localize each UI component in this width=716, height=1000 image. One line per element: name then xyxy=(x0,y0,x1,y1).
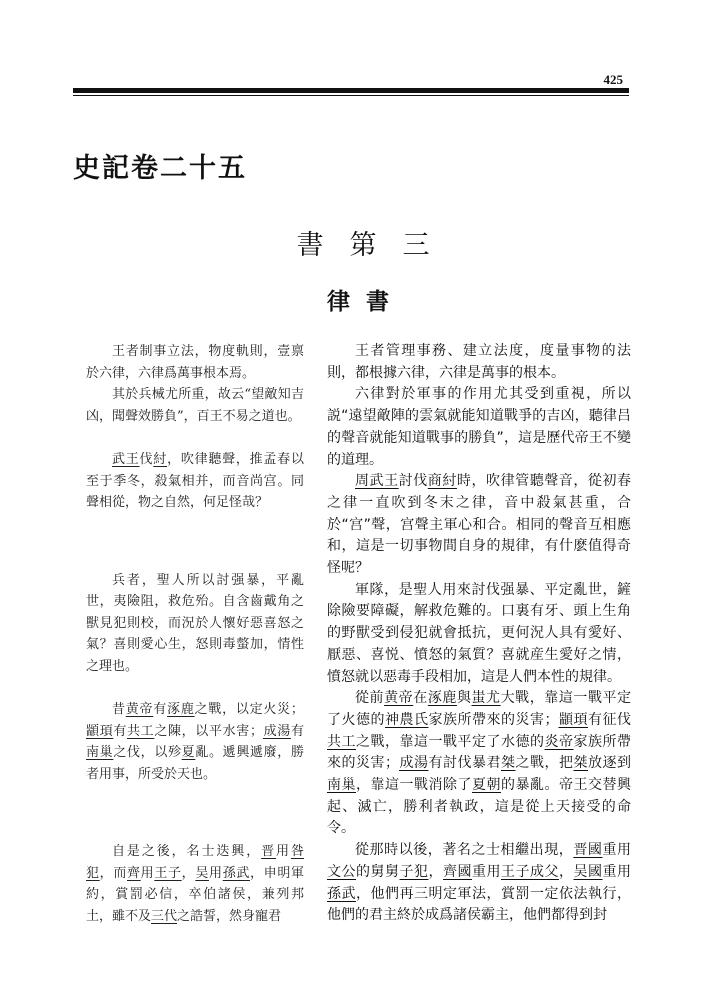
text-run: 其於兵械尤所重，故云“望敵知吉凶，聞聲效勝負”，百王不易之道也。 xyxy=(86,387,304,424)
translation-text-column xyxy=(327,341,631,927)
text-run: 用 xyxy=(209,865,223,881)
proper-name: 文公 xyxy=(327,863,356,880)
text-run: ， xyxy=(181,865,196,881)
classical-paragraph xyxy=(86,699,304,785)
proper-name: 晋 xyxy=(261,844,277,859)
text-run: 的暴亂。帝王交替興起、滅亡，勝利者執政，這是從上天接受的命令。 xyxy=(327,777,631,837)
text-run: ，吹律聽聲，推孟春以至于季冬，殺氣相并，而音尚宫。同聲相從，物之自然，何足怪哉？ xyxy=(86,452,304,510)
text-run: 之戰，以定火災； xyxy=(194,702,304,717)
text-run: 有 xyxy=(113,723,127,739)
volume-title: 史記卷二十五 xyxy=(73,153,247,184)
text-run: ，他們再三明定軍法，賞罰一定依法執行，他們的君主終於成爲諸侯霸主，他們都得到封 xyxy=(327,885,631,924)
proper-name: 顓頊 xyxy=(558,711,588,728)
proper-name: 涿鹿 xyxy=(427,690,457,707)
translation-paragraph xyxy=(327,471,631,580)
proper-name: 南巢 xyxy=(86,745,114,760)
text-run: ， xyxy=(559,863,574,880)
translation-paragraph xyxy=(327,840,631,927)
proper-name: 顓頊 xyxy=(86,723,114,739)
classical-paragraph xyxy=(86,341,304,384)
translation-paragraph xyxy=(327,341,631,384)
text-run: 軍隊，是聖人用來討伐强暴、平定亂世，鏟除險要障礙，解救危難的。口裏有牙、頭上生角的野獸受到侵犯就會抵抗，更何況人具有愛好、厭惡、喜悦、憤怒的氣質？喜就産生愛好之情，憤怒就以惡毒手段相加，這是人們本性的規律。 xyxy=(327,581,631,685)
translation-paragraph xyxy=(327,580,631,689)
proper-name: 涿鹿 xyxy=(167,702,195,717)
text-run: ， xyxy=(428,863,443,880)
text-run: 用 xyxy=(276,844,291,859)
text-run: 用 xyxy=(140,865,155,881)
classical-paragraph xyxy=(86,449,304,514)
classical-paragraph xyxy=(86,841,304,927)
text-run: 與 xyxy=(456,690,472,707)
text-run: 重用 xyxy=(472,863,501,880)
text-run: 從前 xyxy=(355,690,385,707)
translation-paragraph xyxy=(327,384,631,471)
proper-name: 武王 xyxy=(112,452,140,467)
proper-name: 桀 xyxy=(501,755,516,772)
proper-name: 晋國 xyxy=(573,842,603,859)
text-run: 伐 xyxy=(139,452,154,467)
text-run: 大戰，靠這一戰平定了火德的 xyxy=(327,690,632,728)
chapter-title: 律書 xyxy=(327,289,405,315)
proper-name: 共工 xyxy=(127,723,155,739)
proper-name: 三代 xyxy=(151,908,178,924)
proper-name: 黄帝 xyxy=(125,702,154,717)
translation-paragraph xyxy=(327,688,631,840)
proper-name: 齊 xyxy=(127,865,141,881)
header-rule-thick xyxy=(73,88,629,93)
proper-name: 桀 xyxy=(573,755,588,772)
text-run: 亂。遞興遞廢，勝者用事，所受於天也。 xyxy=(86,745,304,782)
proper-name: 黄帝 xyxy=(384,690,414,707)
proper-name: 神農氏 xyxy=(385,711,429,728)
page-number: 425 xyxy=(603,72,623,87)
proper-name: 夏朝 xyxy=(472,777,501,794)
proper-name: 南巢 xyxy=(327,777,356,794)
text-run: 昔 xyxy=(112,702,126,717)
classical-paragraph xyxy=(86,570,304,678)
proper-name: 孫武 xyxy=(222,865,251,881)
proper-name: 吴國 xyxy=(573,863,603,880)
text-run: 之戰，把 xyxy=(515,755,574,772)
text-run: 時，吹律管聽聲音，從初春之律一直吹到冬末之律，音中殺氣甚重，合於“宫”聲，宫聲主軍心和合。相同的聲音互相應和，這是一切事物間自身的規律，有什麽值得奇怪呢？ xyxy=(327,473,632,577)
proper-name: 咎犯 xyxy=(86,844,304,881)
proper-name: 成湯 xyxy=(399,755,429,772)
text-run: 重用 xyxy=(602,863,631,880)
proper-name: 孫武 xyxy=(327,885,356,902)
proper-name: 王子 xyxy=(154,865,182,881)
proper-name: 炎帝 xyxy=(544,733,574,750)
text-run: 之伐，以殄 xyxy=(113,745,182,760)
text-run: 之陳，以平水害； xyxy=(154,723,263,739)
text-run: ，靠這一戰消除了 xyxy=(356,777,472,794)
text-run: 在 xyxy=(413,690,428,707)
section-title: 書第三 xyxy=(296,230,456,261)
classical-paragraph xyxy=(86,384,304,427)
proper-name: 紂 xyxy=(153,452,168,467)
text-run: ，而 xyxy=(99,865,127,881)
proper-name: 共工 xyxy=(327,733,356,750)
text-run: 討伐 xyxy=(398,473,428,490)
text-run: 之誥誓，然身寵君 xyxy=(177,908,282,924)
proper-name: 王子成父 xyxy=(501,863,559,880)
text-run: 的舅舅 xyxy=(356,863,400,880)
text-run: 從那時以後，著名之士相繼出現， xyxy=(355,842,574,859)
text-run: 有討伐暴君 xyxy=(428,755,501,772)
text-run: 六律對於軍事的作用尤其受到重視，所以説“遠望敵陣的雲氣就能知道戰爭的吉凶，聽律吕的聲音就能知道戰事的勝負”，這是歷代帝王不變的道理。 xyxy=(327,386,631,468)
text-run: 王者制事立法，物度軌則，壹禀於六律，六律爲萬事根本焉。 xyxy=(86,344,304,381)
text-run: 有征伐 xyxy=(588,711,631,728)
classical-text-column xyxy=(86,341,304,927)
proper-name: 商紂 xyxy=(427,473,457,490)
proper-name: 子犯 xyxy=(399,863,429,880)
text-run: 家族所帶來的災害； xyxy=(327,733,631,772)
proper-name: 周武王 xyxy=(355,473,399,490)
proper-name: 吴 xyxy=(195,865,210,881)
text-run: ，申明軍約，賞罰必信，卒伯諸侯，兼列邦土，雖不及 xyxy=(86,865,304,924)
text-run: 之戰，靠這一戰平定了水德的 xyxy=(356,733,545,750)
header-rule-thin xyxy=(73,95,629,96)
text-run: 重用 xyxy=(602,842,632,859)
proper-name: 成湯 xyxy=(262,723,291,739)
proper-name: 夏 xyxy=(181,745,196,760)
text-run: 兵者，聖人所以討强暴，平亂世，夷險阻，救危殆。自含齒戴角之獸見犯則校，而況於人懷好惡喜怒之氣？喜則愛心生，怒則毒螫加，情性之理也。 xyxy=(86,572,304,674)
text-run: 有 xyxy=(290,723,304,739)
text-run: 家族所帶來的災害； xyxy=(428,711,559,728)
text-run: 王者管理事務、建立法度，度量事物的法則，都根據六律，六律是萬事的根本。 xyxy=(327,343,631,381)
text-run: 自是之後，名士迭興， xyxy=(112,844,262,859)
text-run: 放逐到 xyxy=(588,755,631,772)
proper-name: 蚩尤 xyxy=(471,690,501,707)
text-run: 有 xyxy=(153,702,168,717)
proper-name: 齊國 xyxy=(443,863,472,880)
